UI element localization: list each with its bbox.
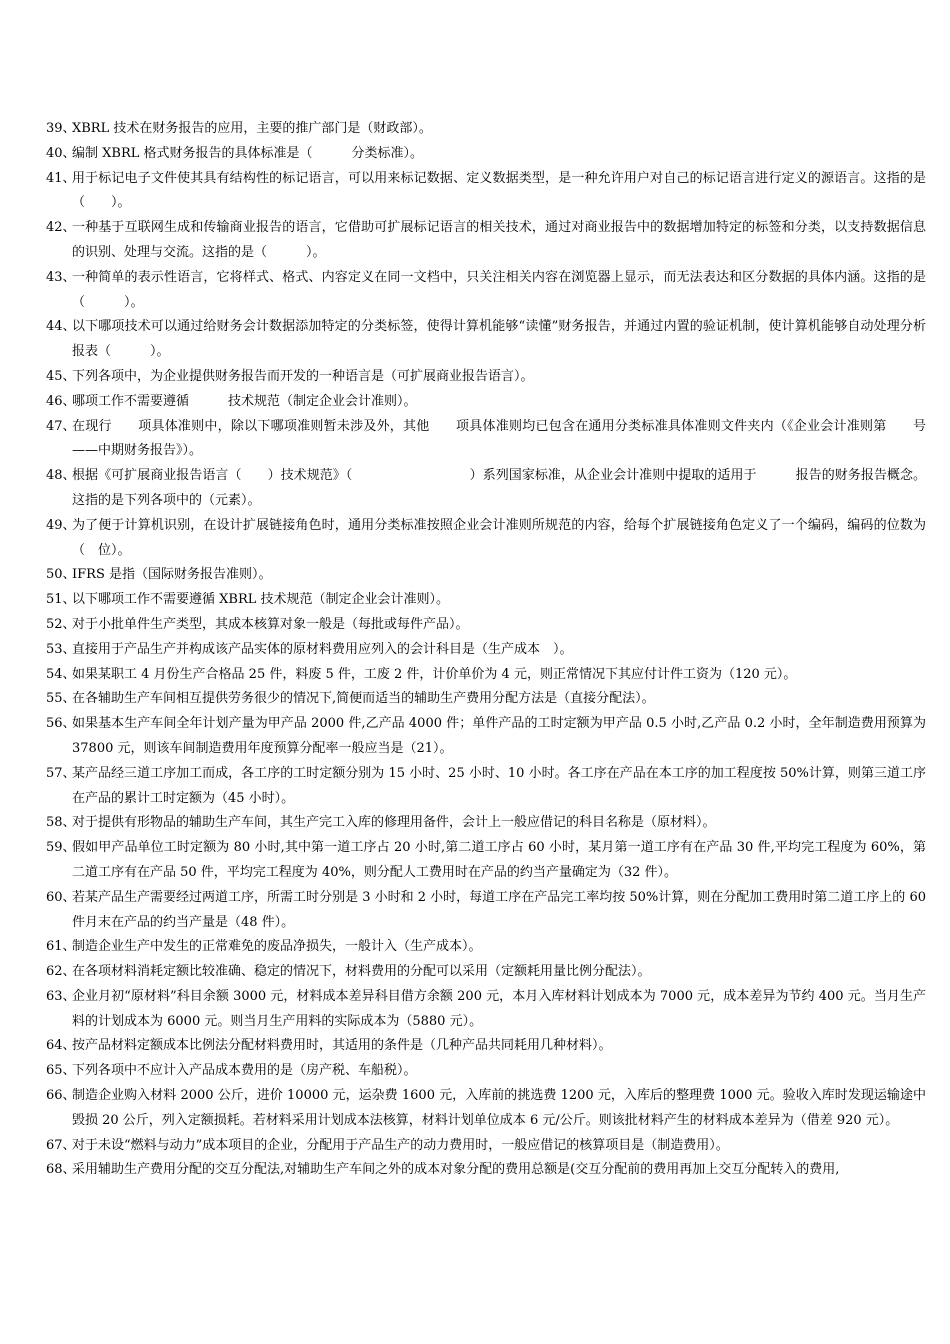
question-item	[46, 1084, 926, 1134]
question-text: 若某产品生产需要经过两道工序，所需工时分别是 3 小时和 2 小时，每道工序在产品完工率均按 50%计算，则在分配加工费用时第二道工序上的 60 件月末在产品的约当产量是（48 件）。	[72, 889, 931, 930]
question-text: 在各辅助生产车间相互提供劳务很少的情况下,简便而适当的辅助生产费用分配方法是（直接分配法）。	[72, 691, 655, 707]
question-text: 企业月初“原材料”科目余额 3000 元，材料成本差异科目借方余额 200 元，本月入库材料计划成本为 7000 元，成本差异为节约 400 元。当月生产料的计划成本为 6000 元。则当月生产用料的实际成本为（5880 元）。	[72, 988, 926, 1029]
question-number: 39、	[46, 121, 76, 136]
question-item	[46, 613, 926, 638]
question-item	[46, 1059, 926, 1084]
question-number: 53、	[46, 641, 76, 657]
question-item	[46, 886, 931, 936]
question-text: 在各项材料消耗定额比较准确、稳定的情况下，材料费用的分配可以采用（定额耗用量比例分配法）。	[72, 964, 651, 980]
question-number: 66、	[46, 1088, 76, 1104]
question-number: 60、	[46, 889, 76, 905]
question-number: 68、	[46, 1162, 76, 1178]
question-text: 一种基于互联网生成和传输商业报告的语言，它借助可扩展标记语言的相关技术，通过对商业报告中的数据增加特定的标签和分类，以支持数据信息的识别、处理与交流。这指的是（ ）。	[72, 220, 926, 260]
question-list	[46, 117, 931, 1183]
question-number: 49、	[46, 517, 76, 533]
question-text: 根据《可扩展商业报告语言（ ）技术规范》（ ）系列国家标准，从企业会计准则中提取的适用于 报告的财务报告概念。这指的是下列各项中的（元素）。	[72, 468, 926, 508]
question-text: 对于未设“燃料与动力”成本项目的企业，分配用于产品生产的动力费用时，一般应借记的核算项目是（制造费用）。	[72, 1137, 729, 1153]
question-item	[46, 390, 926, 415]
question-number: 62、	[46, 964, 76, 980]
question-item	[46, 464, 926, 514]
question-number: 51、	[46, 592, 76, 608]
question-item	[46, 1034, 926, 1059]
question-number: 54、	[46, 666, 76, 682]
question-item	[46, 216, 926, 266]
question-number: 56、	[46, 716, 76, 732]
question-number: 57、	[46, 765, 76, 781]
question-item	[46, 117, 926, 142]
question-text: 制造企业生产中发生的正常难免的废品净损失，一般计入（生产成本）。	[72, 939, 482, 955]
question-item	[46, 687, 926, 712]
question-text: 制造企业购入材料 2000 公斤，进价 10000 元，运杂费 1600 元，入库前的挑选费 1200 元，入库后的整理费 1000 元。验收入库时发现运输途中毁损 20 公斤，列入定额损耗。若材料采用计划成本法核算，材料计划单位成本 6 元/公斤。则该批材料产生的材料成本差异为（借差 920 元）。	[72, 1088, 926, 1128]
question-text: 对于小批单件生产类型，其成本核算对象一般是（每批或每件产品）。	[72, 616, 469, 632]
question-text: 哪项工作不需要遵循 技术规范（制定企业会计准则）。	[72, 393, 417, 409]
question-item	[46, 638, 926, 663]
question-number: 41、	[46, 170, 76, 186]
question-text: 用于标记电子文件使其具有结构性的标记语言，可以用来标记数据、定义数据类型，是一种允许用户对自己的标记语言进行定义的源语言。这指的是（ ）。	[72, 170, 926, 211]
question-text: 编制 XBRL 格式财务报告的具体标准是（ 分类标准）。	[72, 145, 423, 161]
question-number: 64、	[46, 1038, 76, 1054]
question-item	[46, 1134, 926, 1159]
question-item	[46, 563, 926, 588]
question-number: 43、	[46, 269, 76, 285]
question-text: 如果基本生产车间全年计划产量为甲产品 2000 件,乙产品 4000 件；单件产品的工时定额为甲产品 0.5 小时,乙产品 0.2 小时，全年制造费用预算为 37800 元，则该车间制造费用年度预算分配率一般应当是（21）。	[72, 716, 931, 756]
question-number: 63、	[46, 988, 76, 1004]
question-text: 下列各项中不应计入产品成本费用的是（房产税、车船税）。	[72, 1063, 417, 1079]
question-text: 在现行 项具体准则中，除以下哪项准则暂未涉及外，其他 项具体准则均已包含在通用分类标准具体准则文件夹内（《企业会计准则第 号——中期财务报告》）。	[72, 418, 926, 459]
question-number: 65、	[46, 1063, 76, 1079]
question-number: 44、	[46, 319, 76, 335]
question-number: 55、	[46, 691, 76, 707]
question-number: 52、	[46, 616, 76, 632]
question-number: 61、	[46, 939, 76, 955]
question-item	[46, 985, 926, 1035]
question-item	[46, 762, 926, 812]
question-text: 采用辅助生产费用分配的交互分配法,对辅助生产车间之外的成本对象分配的费用总额是(交互分配前的费用再加上交互分配转入的费用,	[72, 1162, 840, 1178]
question-item	[46, 142, 926, 167]
question-item	[46, 712, 931, 762]
question-number: 42、	[46, 220, 76, 236]
question-text: XBRL 技术在财务报告的应用，主要的推广部门是（财政部）。	[72, 121, 432, 136]
question-item	[46, 935, 926, 960]
question-number: 59、	[46, 840, 76, 856]
question-item	[46, 836, 926, 886]
question-number: 45、	[46, 368, 76, 384]
question-text: 为了便于计算机识别，在设计扩展链接角色时，通用分类标准按照企业会计准则所规范的内容，给每个扩展链接角色定义了一个编码，编码的位数为（ 位）。	[72, 517, 926, 558]
question-text: 如果某职工 4 月份生产合格品 25 件，料废 5 件，工废 2 件，计价单价为 4 元，则正常情况下其应付计件工资为（120 元）。	[72, 666, 797, 682]
question-text: 某产品经三道工序加工而成，各工序的工时定额分别为 15 小时、25 小时、10 小时。各工序在产品在本工序的加工程度按 50%计算，则第三道工序在产品的累计工时定额为（45 小时）。	[72, 765, 926, 806]
question-text: 假如甲产品单位工时定额为 80 小时,其中第一道工序占 20 小时,第二道工序占 60 小时，某月第一道工序有在产品 30 件,平均完工程度为 60%，第二道工序有在产品 50 件，平均完工程度为 40%，则分配人工费用时在产品的约当产量确定为（32 件）。	[72, 840, 926, 880]
question-number: 47、	[46, 418, 76, 434]
question-item	[46, 588, 926, 613]
question-item	[46, 167, 926, 217]
question-item	[46, 365, 926, 390]
question-number: 40、	[46, 145, 76, 161]
question-item	[46, 315, 926, 365]
question-text: 下列各项中，为企业提供财务报告而开发的一种语言是（可扩展商业报告语言）。	[72, 368, 534, 384]
question-text: 一种简单的表示性语言，它将样式、格式、内容定义在同一文档中，只关注相关内容在浏览器上显示，而无法表达和区分数据的具体内涵。这指的是（ ）。	[72, 269, 926, 310]
question-item	[46, 514, 926, 564]
question-text: IFRS 是指（国际财务报告准则）。	[72, 567, 272, 583]
question-text: 直接用于产品生产并构成该产品实体的原材料费用应列入的会计科目是（生产成本 ）。	[72, 641, 573, 657]
question-number: 50、	[46, 567, 76, 583]
question-item	[46, 663, 926, 688]
question-text: 以下哪项工作不需要遵循 XBRL 技术规范（制定企业会计准则）。	[72, 592, 449, 608]
question-item	[46, 1158, 926, 1183]
question-item	[46, 415, 926, 465]
question-number: 67、	[46, 1137, 76, 1153]
question-text: 以下哪项技术可以通过给财务会计数据添加特定的分类标签，使得计算机能够“读懂”财务报告，并通过内置的验证机制，使计算机能够自动处理分析报表（ ）。	[72, 319, 926, 360]
question-item	[46, 811, 926, 836]
question-number: 58、	[46, 815, 76, 831]
question-number: 46、	[46, 393, 76, 409]
question-item	[46, 960, 926, 985]
question-number: 48、	[46, 468, 76, 484]
question-text: 按产品材料定额成本比例法分配材料费用时，其适用的条件是（几种产品共同耗用几种材料）。	[72, 1038, 612, 1054]
question-text: 对于提供有形物品的辅助生产车间，其生产完工入库的修理用备件，会计上一般应借记的科目名称是（原材料）。	[72, 815, 716, 831]
question-item	[46, 266, 926, 316]
